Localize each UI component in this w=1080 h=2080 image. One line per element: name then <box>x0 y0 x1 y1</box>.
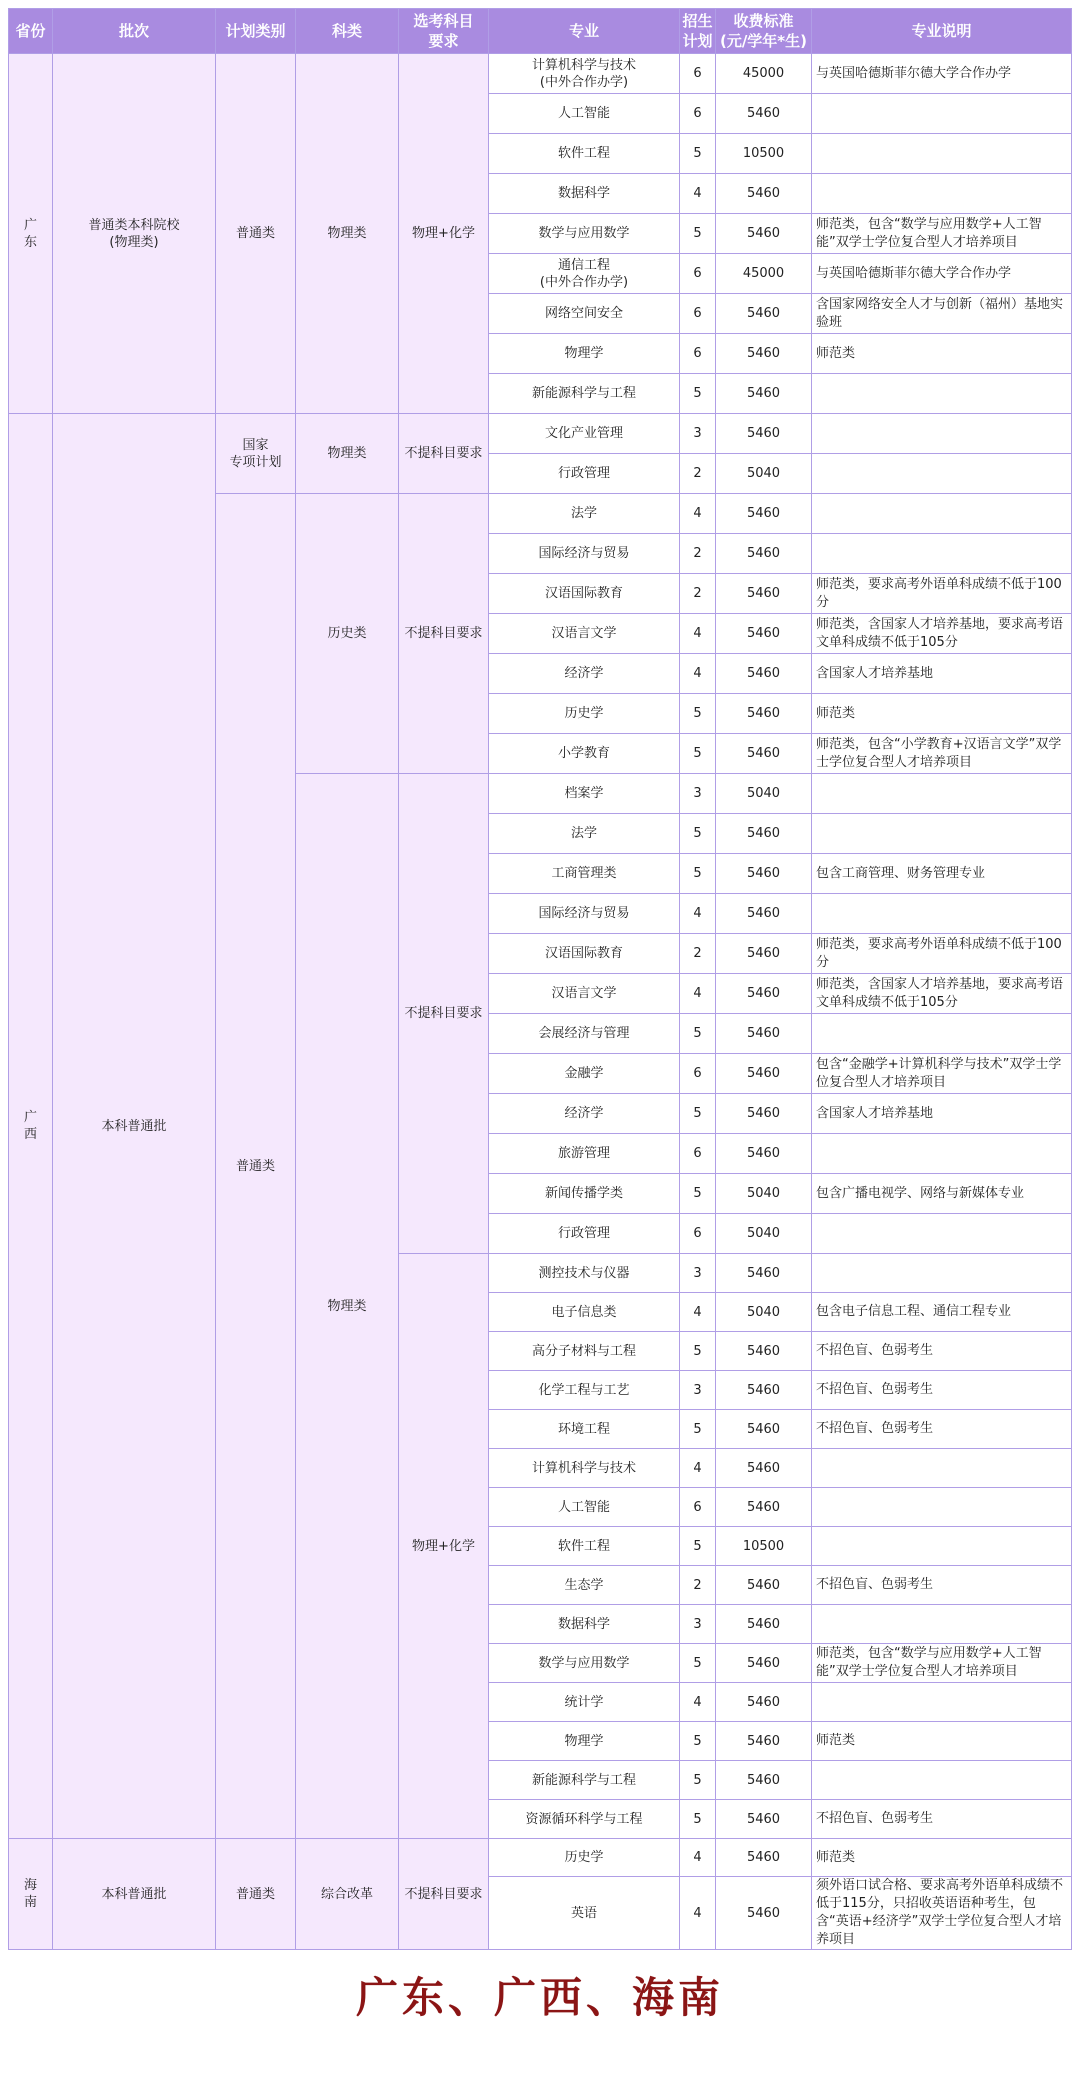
major-cell: 历史学 <box>489 694 680 734</box>
major-cell: 环境工程 <box>489 1410 680 1449</box>
major-cell: 汉语言文学 <box>489 974 680 1014</box>
enrollment-cell: 5 <box>680 134 716 174</box>
fee-cell: 5460 <box>716 1488 812 1527</box>
note-cell: 师范类，包含“小学教育+汉语言文学”双学士学位复合型人才培养项目 <box>812 734 1072 774</box>
major-cell: 汉语国际教育 <box>489 934 680 974</box>
footer-title: 广东、广西、海南 <box>355 1973 724 2022</box>
category-cell: 物理类 <box>296 774 399 1839</box>
major-cell: 新闻传播学类 <box>489 1174 680 1214</box>
major-cell: 软件工程 <box>489 1527 680 1566</box>
enrollment-cell: 5 <box>680 374 716 414</box>
fee-cell: 5460 <box>716 1644 812 1683</box>
enrollment-cell: 5 <box>680 734 716 774</box>
enrollment-cell: 3 <box>680 774 716 814</box>
fee-cell: 5460 <box>716 854 812 894</box>
note-cell <box>812 894 1072 934</box>
enrollment-cell: 4 <box>680 894 716 934</box>
header-batch: 批次 <box>53 9 216 54</box>
enrollment-cell: 5 <box>680 1332 716 1371</box>
note-cell: 师范类，要求高考外语单科成绩不低于100分 <box>812 574 1072 614</box>
fee-cell: 5460 <box>716 1839 812 1877</box>
note-cell: 含国家网络安全人才与创新（福州）基地实验班 <box>812 294 1072 334</box>
fee-cell: 5460 <box>716 174 812 214</box>
province-cell: 广 东 <box>9 54 53 414</box>
header-subject-requirement: 选考科目 要求 <box>399 9 489 54</box>
major-cell: 高分子材料与工程 <box>489 1332 680 1371</box>
enrollment-cell: 5 <box>680 1094 716 1134</box>
fee-cell: 5460 <box>716 214 812 254</box>
major-cell: 行政管理 <box>489 454 680 494</box>
major-cell: 人工智能 <box>489 94 680 134</box>
major-cell: 数学与应用数学 <box>489 1644 680 1683</box>
major-cell: 软件工程 <box>489 134 680 174</box>
fee-cell: 5460 <box>716 1761 812 1800</box>
note-cell: 与英国哈德斯菲尔德大学合作办学 <box>812 254 1072 294</box>
enrollment-cell: 4 <box>680 654 716 694</box>
table-row <box>9 54 1072 94</box>
note-cell <box>812 1014 1072 1054</box>
header-fee: 收费标准 (元/学年*生) <box>716 9 812 54</box>
major-cell: 工商管理类 <box>489 854 680 894</box>
enrollment-cell: 6 <box>680 54 716 94</box>
major-cell: 物理学 <box>489 1722 680 1761</box>
enrollment-cell: 5 <box>680 1800 716 1839</box>
fee-cell: 5460 <box>716 1877 812 1950</box>
major-cell: 统计学 <box>489 1683 680 1722</box>
major-cell: 汉语国际教育 <box>489 574 680 614</box>
enrollment-cell: 4 <box>680 1683 716 1722</box>
enrollment-cell: 4 <box>680 974 716 1014</box>
major-cell: 会展经济与管理 <box>489 1014 680 1054</box>
enrollment-cell: 3 <box>680 414 716 454</box>
enrollment-cell: 5 <box>680 1761 716 1800</box>
fee-cell: 5460 <box>716 1722 812 1761</box>
enrollment-cell: 5 <box>680 854 716 894</box>
plan-cell: 普通类 <box>216 1839 296 1950</box>
note-cell: 包含“金融学+计算机科学与技术”双学士学位复合型人才培养项目 <box>812 1054 1072 1094</box>
subject-cell: 物理+化学 <box>399 54 489 414</box>
note-cell <box>812 814 1072 854</box>
category-cell: 物理类 <box>296 414 399 494</box>
major-cell: 人工智能 <box>489 1488 680 1527</box>
table-row <box>9 414 1072 454</box>
fee-cell: 5460 <box>716 1371 812 1410</box>
fee-cell: 5040 <box>716 454 812 494</box>
fee-cell: 5460 <box>716 334 812 374</box>
fee-cell: 10500 <box>716 1527 812 1566</box>
major-cell: 生态学 <box>489 1566 680 1605</box>
fee-cell: 5040 <box>716 774 812 814</box>
fee-cell: 5460 <box>716 1449 812 1488</box>
note-cell <box>812 414 1072 454</box>
major-cell: 旅游管理 <box>489 1134 680 1174</box>
major-cell: 资源循环科学与工程 <box>489 1800 680 1839</box>
enrollment-cell: 4 <box>680 1877 716 1950</box>
note-cell <box>812 774 1072 814</box>
fee-cell: 10500 <box>716 134 812 174</box>
category-cell: 历史类 <box>296 494 399 774</box>
fee-cell: 5460 <box>716 1410 812 1449</box>
note-cell: 师范类 <box>812 1722 1072 1761</box>
enrollment-cell: 6 <box>680 1134 716 1174</box>
fee-cell: 5460 <box>716 534 812 574</box>
major-cell: 国际经济与贸易 <box>489 534 680 574</box>
fee-cell: 5460 <box>716 614 812 654</box>
province-cell: 海 南 <box>9 1839 53 1950</box>
fee-cell: 5040 <box>716 1293 812 1332</box>
fee-cell: 5460 <box>716 1254 812 1293</box>
fee-cell: 5040 <box>716 1214 812 1254</box>
enrollment-cell: 6 <box>680 254 716 294</box>
note-cell: 包含广播电视学、网络与新媒体专业 <box>812 1174 1072 1214</box>
major-cell: 测控技术与仪器 <box>489 1254 680 1293</box>
note-cell: 不招色盲、色弱考生 <box>812 1566 1072 1605</box>
enrollment-cell: 2 <box>680 934 716 974</box>
table-header-row <box>9 9 1072 54</box>
subject-cell: 物理+化学 <box>399 1254 489 1839</box>
enrollment-cell: 4 <box>680 1449 716 1488</box>
note-cell: 不招色盲、色弱考生 <box>812 1410 1072 1449</box>
enrollment-cell: 5 <box>680 1014 716 1054</box>
fee-cell: 5460 <box>716 894 812 934</box>
major-cell: 法学 <box>489 494 680 534</box>
plan-cell: 普通类 <box>216 494 296 1839</box>
note-cell <box>812 454 1072 494</box>
admission-plan-table <box>8 8 1072 1950</box>
major-cell: 计算机科学与技术 <box>489 1449 680 1488</box>
note-cell <box>812 134 1072 174</box>
note-cell: 包含工商管理、财务管理专业 <box>812 854 1072 894</box>
major-cell: 新能源科学与工程 <box>489 1761 680 1800</box>
fee-cell: 5460 <box>716 1014 812 1054</box>
major-cell: 新能源科学与工程 <box>489 374 680 414</box>
fee-cell: 5460 <box>716 1800 812 1839</box>
fee-cell: 5460 <box>716 374 812 414</box>
note-cell: 师范类，包含“数学与应用数学+人工智能”双学士学位复合型人才培养项目 <box>812 214 1072 254</box>
note-cell: 不招色盲、色弱考生 <box>812 1332 1072 1371</box>
fee-cell: 5040 <box>716 1174 812 1214</box>
batch-cell: 本科普通批 <box>53 414 216 1839</box>
fee-cell: 5460 <box>716 294 812 334</box>
note-cell: 师范类 <box>812 694 1072 734</box>
note-cell <box>812 1134 1072 1174</box>
note-cell <box>812 94 1072 134</box>
fee-cell: 5460 <box>716 94 812 134</box>
subject-cell: 不提科目要求 <box>399 414 489 494</box>
fee-cell: 5460 <box>716 934 812 974</box>
admission-plan-table-container <box>8 8 1071 1950</box>
note-cell <box>812 1683 1072 1722</box>
fee-cell: 5460 <box>716 1605 812 1644</box>
note-cell: 师范类 <box>812 334 1072 374</box>
table-row <box>9 1839 1072 1877</box>
major-cell: 档案学 <box>489 774 680 814</box>
major-cell: 汉语言文学 <box>489 614 680 654</box>
batch-cell: 普通类本科院校 (物理类) <box>53 54 216 414</box>
note-cell: 师范类，含国家人才培养基地，要求高考语文单科成绩不低于105分 <box>812 614 1072 654</box>
category-cell: 物理类 <box>296 54 399 414</box>
note-cell <box>812 1214 1072 1254</box>
major-cell: 法学 <box>489 814 680 854</box>
note-cell <box>812 1488 1072 1527</box>
fee-cell: 5460 <box>716 654 812 694</box>
note-cell: 不招色盲、色弱考生 <box>812 1800 1072 1839</box>
enrollment-cell: 5 <box>680 1644 716 1683</box>
enrollment-cell: 5 <box>680 1722 716 1761</box>
major-cell: 数据科学 <box>489 174 680 214</box>
fee-cell: 5460 <box>716 1094 812 1134</box>
table-body <box>9 54 1072 1950</box>
fee-cell: 5460 <box>716 1683 812 1722</box>
enrollment-cell: 6 <box>680 1214 716 1254</box>
enrollment-cell: 2 <box>680 1566 716 1605</box>
subject-cell: 不提科目要求 <box>399 1839 489 1950</box>
major-cell: 行政管理 <box>489 1214 680 1254</box>
enrollment-cell: 4 <box>680 614 716 654</box>
fee-cell: 45000 <box>716 54 812 94</box>
fee-cell: 5460 <box>716 1332 812 1371</box>
enrollment-cell: 5 <box>680 1527 716 1566</box>
enrollment-cell: 4 <box>680 1293 716 1332</box>
enrollment-cell: 2 <box>680 574 716 614</box>
major-cell: 经济学 <box>489 654 680 694</box>
major-cell: 文化产业管理 <box>489 414 680 454</box>
enrollment-cell: 3 <box>680 1371 716 1410</box>
note-cell <box>812 1254 1072 1293</box>
fee-cell: 5460 <box>716 574 812 614</box>
note-cell: 须外语口试合格、要求高考外语单科成绩不低于115分，只招收英语语种考生，包含“英语+经济学”双学士学位复合型人才培养项目 <box>812 1877 1072 1950</box>
fee-cell: 5460 <box>716 494 812 534</box>
fee-cell: 5460 <box>716 414 812 454</box>
note-cell <box>812 374 1072 414</box>
plan-cell: 国家 专项计划 <box>216 414 296 494</box>
major-cell: 英语 <box>489 1877 680 1950</box>
major-cell: 网络空间安全 <box>489 294 680 334</box>
note-cell: 师范类，要求高考外语单科成绩不低于100分 <box>812 934 1072 974</box>
enrollment-cell: 5 <box>680 1410 716 1449</box>
enrollment-cell: 4 <box>680 494 716 534</box>
major-cell: 电子信息类 <box>489 1293 680 1332</box>
enrollment-cell: 6 <box>680 294 716 334</box>
major-cell: 国际经济与贸易 <box>489 894 680 934</box>
subject-cell: 不提科目要求 <box>399 774 489 1254</box>
note-cell <box>812 1527 1072 1566</box>
major-cell: 数据科学 <box>489 1605 680 1644</box>
note-cell <box>812 1449 1072 1488</box>
category-cell: 综合改革 <box>296 1839 399 1950</box>
note-cell: 含国家人才培养基地 <box>812 1094 1072 1134</box>
enrollment-cell: 6 <box>680 1488 716 1527</box>
note-cell: 含国家人才培养基地 <box>812 654 1072 694</box>
fee-cell: 5460 <box>716 974 812 1014</box>
enrollment-cell: 5 <box>680 1174 716 1214</box>
major-cell: 小学教育 <box>489 734 680 774</box>
fee-cell: 5460 <box>716 1566 812 1605</box>
note-cell <box>812 1605 1072 1644</box>
note-cell: 师范类 <box>812 1839 1072 1877</box>
header-major: 专业 <box>489 9 680 54</box>
note-cell: 包含电子信息工程、通信工程专业 <box>812 1293 1072 1332</box>
enrollment-cell: 4 <box>680 174 716 214</box>
enrollment-cell: 3 <box>680 1254 716 1293</box>
major-cell: 计算机科学与技术 (中外合作办学) <box>489 54 680 94</box>
fee-cell: 5460 <box>716 814 812 854</box>
enrollment-cell: 6 <box>680 1054 716 1094</box>
enrollment-cell: 4 <box>680 1839 716 1877</box>
enrollment-cell: 3 <box>680 1605 716 1644</box>
major-cell: 化学工程与工艺 <box>489 1371 680 1410</box>
enrollment-cell: 5 <box>680 214 716 254</box>
header-category: 科类 <box>296 9 399 54</box>
province-cell: 广 西 <box>9 414 53 1839</box>
fee-cell: 45000 <box>716 254 812 294</box>
fee-cell: 5460 <box>716 1134 812 1174</box>
note-cell: 师范类，包含“数学与应用数学+人工智能”双学士学位复合型人才培养项目 <box>812 1644 1072 1683</box>
header-enrollment: 招生 计划 <box>680 9 716 54</box>
subject-cell: 不提科目要求 <box>399 494 489 774</box>
batch-cell: 本科普通批 <box>53 1839 216 1950</box>
fee-cell: 5460 <box>716 694 812 734</box>
major-cell: 物理学 <box>489 334 680 374</box>
fee-cell: 5460 <box>716 1054 812 1094</box>
major-cell: 数学与应用数学 <box>489 214 680 254</box>
enrollment-cell: 6 <box>680 334 716 374</box>
enrollment-cell: 6 <box>680 94 716 134</box>
fee-cell: 5460 <box>716 734 812 774</box>
header-note: 专业说明 <box>812 9 1072 54</box>
header-province: 省份 <box>9 9 53 54</box>
note-cell <box>812 1761 1072 1800</box>
header-plan-type: 计划类别 <box>216 9 296 54</box>
note-cell: 与英国哈德斯菲尔德大学合作办学 <box>812 54 1072 94</box>
enrollment-cell: 5 <box>680 814 716 854</box>
note-cell <box>812 174 1072 214</box>
enrollment-cell: 2 <box>680 534 716 574</box>
enrollment-cell: 5 <box>680 694 716 734</box>
major-cell: 金融学 <box>489 1054 680 1094</box>
major-cell: 经济学 <box>489 1094 680 1134</box>
note-cell: 师范类，含国家人才培养基地，要求高考语文单科成绩不低于105分 <box>812 974 1072 1014</box>
major-cell: 历史学 <box>489 1839 680 1877</box>
note-cell: 不招色盲、色弱考生 <box>812 1371 1072 1410</box>
note-cell <box>812 494 1072 534</box>
enrollment-cell: 2 <box>680 454 716 494</box>
note-cell <box>812 534 1072 574</box>
plan-cell: 普通类 <box>216 54 296 414</box>
major-cell: 通信工程 (中外合作办学) <box>489 254 680 294</box>
